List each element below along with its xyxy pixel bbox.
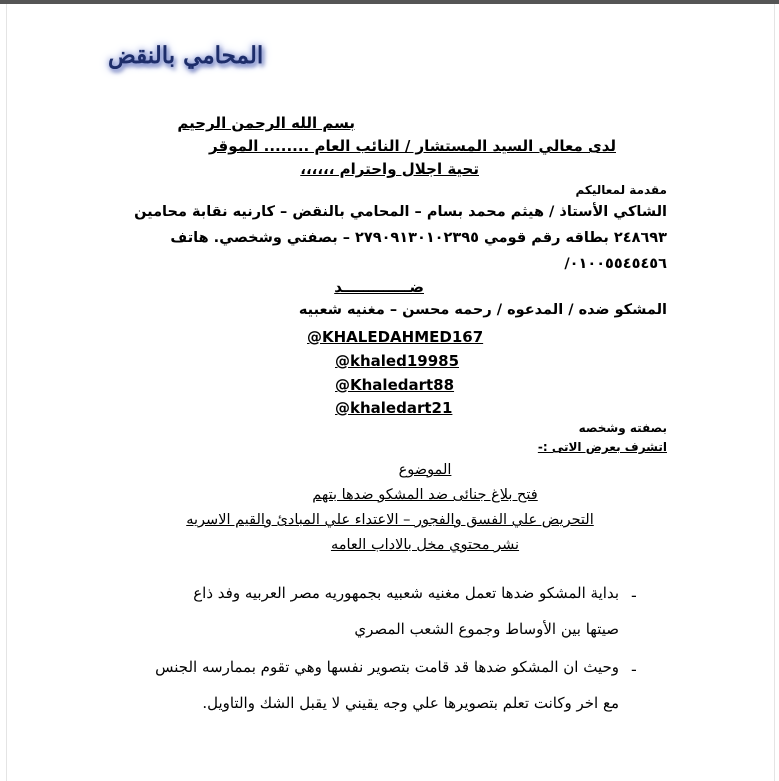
basmala: بسم الله الرحمن الرحيم bbox=[177, 114, 355, 132]
point-2-line-1: وحيث ان المشكو ضدها قد قامت بتصوير نفسها وهي تقوم بممارسه الجنس bbox=[155, 658, 619, 676]
complainant-line-1: الشاكي الأستاذ / هيثم محمد بسام – المحامي بالنقض – كارنيه نقابة محامين bbox=[134, 204, 667, 220]
addressee-line: لدى معالي السيد المستشار / النائب العام ........ الموقر bbox=[209, 137, 616, 155]
presenting-line: اتشرف بعرض الاتى :- bbox=[537, 440, 667, 454]
complainant-line-2: ٢٤٨٦٩٣ بطاقه رقم قومي ٢٧٩٠٩١٣٠١٠٢٣٩٥ – بصفتي وشخصي. هاتف bbox=[170, 230, 667, 246]
point-1-line-1: بداية المشكو ضدها تعمل مغنيه شعبيه بجمهوريه مصر العربيه وفد ذاع bbox=[193, 584, 619, 602]
point-1-line-2: صيتها بين الأوساط وجموع الشعب المصري bbox=[354, 620, 619, 638]
bullet-dash: - bbox=[631, 660, 637, 679]
greeting-line: تحية اجلال واحترام ،،،،،، bbox=[300, 160, 479, 178]
social-handle: @Khaledart88 bbox=[335, 376, 455, 394]
subject-line-2: التحريض علي الفسق والفجور – الاعتداء علي المبادئ والقيم الاسريه bbox=[186, 512, 594, 528]
capacity-note: بصفته وشخصه bbox=[578, 421, 667, 435]
versus-heading: ضـــــــــــــد bbox=[334, 278, 424, 296]
bullet-dash: - bbox=[631, 586, 637, 605]
subject-line-1: فتح بلاغ جنائى ضد المشكو ضدها بتهم bbox=[312, 487, 538, 503]
subject-line-3: نشر محتوي مخل بالاداب العامه bbox=[330, 537, 520, 553]
social-handle: @KHALEDAHMED167 bbox=[307, 328, 484, 346]
defendant-line: المشكو ضده / المدعوه / رحمه محسن – مغنيه شعبيه bbox=[298, 302, 667, 318]
social-handle: @khaledart21 bbox=[335, 399, 453, 417]
subject-title: الموضوع bbox=[398, 462, 452, 478]
complainant-line-3: ٠١٠٠٥٥٤٥٤٥٦/ bbox=[564, 256, 667, 272]
intro-label: مقدمة لمعاليكم bbox=[575, 183, 667, 197]
social-handle: @khaled19985 bbox=[335, 352, 460, 370]
law-office-logo: المحامي بالنقض bbox=[108, 42, 264, 69]
point-2-line-2: مع اخر وكانت تعلم بتصويرها علي وجه يقيني لا يقبل الشك والتاويل. bbox=[202, 694, 619, 712]
